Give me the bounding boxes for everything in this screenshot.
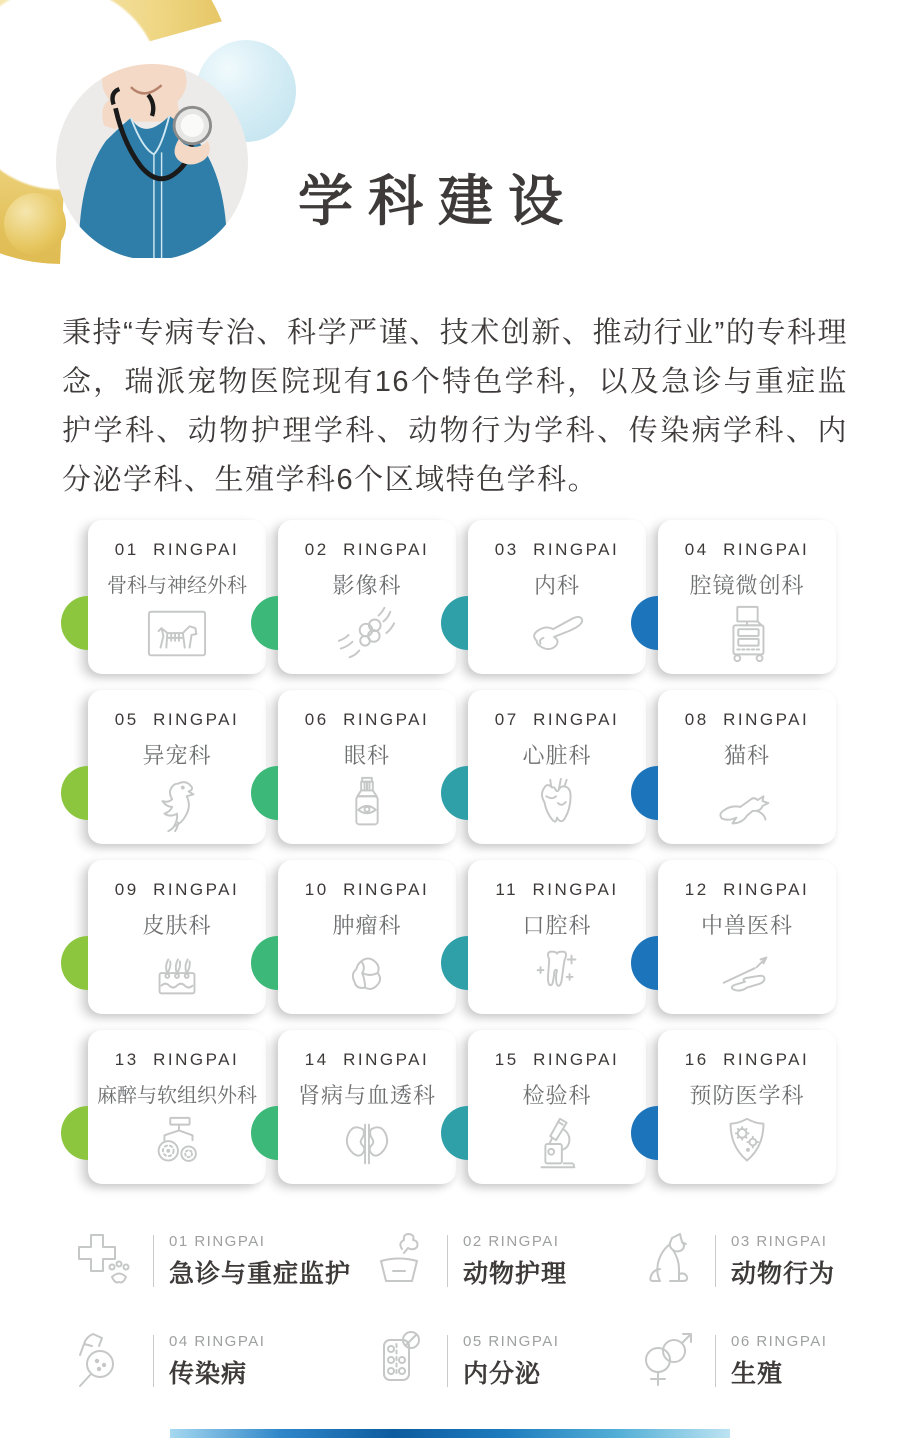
dog-xray-icon (88, 602, 266, 666)
regional-item-01 (62, 1224, 356, 1298)
dog-magnifier-icon (62, 1328, 148, 1394)
specialty-card-05 (88, 690, 266, 844)
eye-drops-icon (278, 772, 456, 836)
specialty-number: 12 RINGPAI (684, 880, 810, 899)
regional-text (731, 1233, 835, 1290)
regional-number: 01 RINGPAI (169, 1232, 266, 1250)
specialty-card-09 (88, 860, 266, 1014)
specialty-number: 13 RINGPAI (114, 1050, 240, 1069)
specialty-name: 口腔科 (522, 913, 592, 938)
divider (447, 1335, 448, 1387)
specialty-card-13 (88, 1030, 266, 1184)
specialty-card-03 (468, 520, 646, 674)
acupuncture-hand-icon (658, 942, 836, 1006)
regional-name: 内分泌 (463, 1359, 542, 1388)
regional-text (169, 1333, 265, 1390)
specialty-number: 03 RINGPAI (494, 540, 620, 559)
specialty-name: 麻醉与软组织外科 (97, 1085, 257, 1107)
heart-icon (468, 772, 646, 836)
accent-semicircle (61, 1106, 88, 1160)
specialty-card-04 (658, 520, 836, 674)
regional-number: 02 RINGPAI (463, 1232, 560, 1250)
specialty-name: 异宠科 (142, 743, 212, 768)
regional-number: 06 RINGPAI (731, 1332, 828, 1350)
footer-bar-decoration (170, 1429, 730, 1438)
specialty-card-10 (278, 860, 456, 1014)
specialty-number: 09 RINGPAI (114, 880, 240, 899)
intro-paragraph: 秉持“专病专治、科学严谨、技术创新、推动行业”的专科理念，瑞派宠物医院现有16个特色学科，以及急诊与重症监护学科、动物护理学科、动物行为学科、传染病学科、内分泌学科、生殖学科6个区域特色学科。 (62, 317, 848, 496)
divider (715, 1235, 716, 1287)
specialty-name: 影像科 (332, 573, 402, 598)
veterinarian-illustration (56, 64, 248, 260)
regional-number: 05 RINGPAI (463, 1332, 560, 1350)
divider (153, 1335, 154, 1387)
accent-semicircle (61, 936, 88, 990)
specialty-number: 01 RINGPAI (114, 540, 240, 559)
page-title: 学科建设 (298, 169, 579, 232)
microscope-icon (468, 1112, 646, 1176)
specialty-name: 猫科 (723, 743, 770, 768)
specialty-card-08 (658, 690, 836, 844)
specialty-number: 11 RINGPAI (495, 880, 619, 899)
specialty-card-02 (278, 520, 456, 674)
regional-text (463, 1233, 567, 1290)
specialty-card-11 (468, 860, 646, 1014)
regional-name: 生殖 (731, 1359, 784, 1388)
specialty-number: 04 RINGPAI (684, 540, 810, 559)
regional-number: 03 RINGPAI (731, 1232, 828, 1250)
regional-text (731, 1333, 827, 1390)
pancreas-icon (468, 602, 646, 666)
specialty-name: 检验科 (522, 1083, 592, 1108)
regional-text (463, 1333, 559, 1390)
accent-semicircle (61, 596, 88, 650)
regional-item-03 (624, 1224, 852, 1298)
regional-number: 04 RINGPAI (169, 1332, 266, 1350)
specialty-number: 05 RINGPAI (114, 710, 240, 729)
cat-icon (658, 772, 836, 836)
specialty-card-15 (468, 1030, 646, 1184)
specialty-card-14 (278, 1030, 456, 1184)
regional-name: 动物行为 (731, 1259, 836, 1288)
specialty-number: 14 RINGPAI (304, 1050, 430, 1069)
tooth-icon (468, 942, 646, 1006)
regional-item-06 (624, 1324, 852, 1398)
specialty-number: 16 RINGPAI (684, 1050, 810, 1069)
divider (153, 1235, 154, 1287)
specialty-number: 15 RINGPAI (494, 1050, 620, 1069)
specialty-name: 肾病与血透科 (297, 1083, 436, 1108)
specialty-card-16 (658, 1030, 836, 1184)
divider (447, 1235, 448, 1287)
specialty-name: 心脏科 (522, 743, 592, 768)
specialty-card-01 (88, 520, 266, 674)
regional-item-02 (356, 1224, 624, 1298)
divider (715, 1335, 716, 1387)
regional-list (62, 1224, 852, 1398)
parrot-icon (88, 772, 266, 836)
specialty-grid (88, 520, 836, 1184)
specialty-name: 内科 (533, 573, 580, 598)
surgical-light-icon (88, 1112, 266, 1176)
specialty-number: 08 RINGPAI (684, 710, 810, 729)
specialty-name: 腔镜微创科 (689, 573, 805, 598)
sitting-dog-icon (624, 1228, 710, 1294)
gold-c-end-cap (4, 193, 66, 255)
specialty-number: 06 RINGPAI (304, 710, 430, 729)
veterinarian-photo (56, 64, 248, 260)
specialty-name: 皮肤科 (142, 913, 212, 938)
imaging-icon (278, 602, 456, 666)
specialty-number: 10 RINGPAI (304, 880, 430, 899)
regional-name: 动物护理 (463, 1259, 568, 1288)
specialty-card-06 (278, 690, 456, 844)
shield-virus-icon (658, 1112, 836, 1176)
regional-text (169, 1233, 351, 1290)
specialty-name: 眼科 (343, 743, 390, 768)
regional-item-05 (356, 1324, 624, 1398)
specialty-name: 中兽医科 (700, 913, 793, 938)
specialty-card-12 (658, 860, 836, 1014)
specialty-name: 肿瘤科 (332, 913, 402, 938)
specialty-name: 骨科与神经外科 (107, 575, 247, 597)
specialty-number: 02 RINGPAI (304, 540, 430, 559)
accent-semicircle (61, 766, 88, 820)
pet-bowl-icon (356, 1228, 442, 1294)
tumor-cells-icon (278, 942, 456, 1006)
kidneys-icon (278, 1112, 456, 1176)
pill-blister-icon (356, 1328, 442, 1394)
regional-name: 传染病 (169, 1359, 248, 1388)
gender-symbols-icon (624, 1328, 710, 1394)
specialty-number: 07 RINGPAI (494, 710, 620, 729)
skin-icon (88, 942, 266, 1006)
endoscopy-cart-icon (658, 602, 836, 666)
specialty-name: 预防医学科 (689, 1083, 805, 1108)
specialty-card-07 (468, 690, 646, 844)
regional-name: 急诊与重症监护 (169, 1259, 352, 1288)
regional-item-04 (62, 1324, 356, 1398)
cross-paw-icon (62, 1228, 148, 1294)
